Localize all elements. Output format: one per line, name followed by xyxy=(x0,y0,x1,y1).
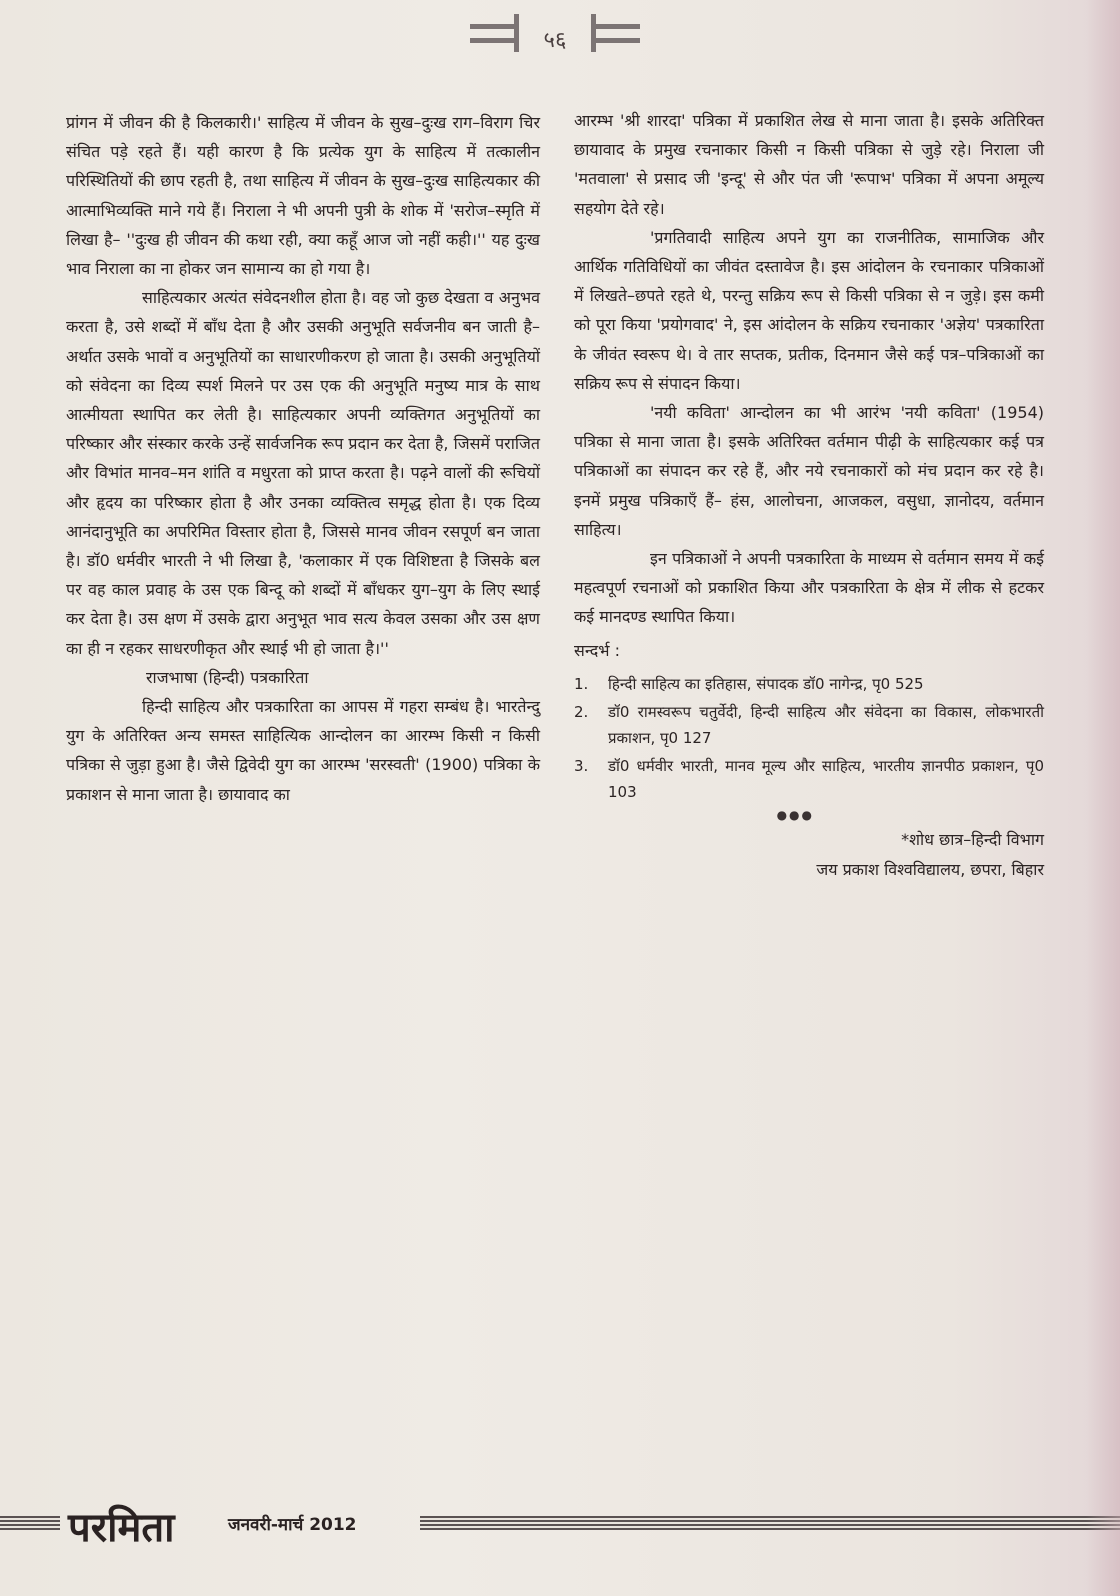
page-spine-shadow xyxy=(1086,0,1120,1596)
footer-stripe xyxy=(0,1516,60,1530)
paragraph: 'नयी कविता' आन्दोलन का भी आरंभ 'नयी कविता' (1954) पत्रिका से माना जाता है। इसके अतिरिक्त वर्तमान पीढ़ी के साहित्यकार कई पत्र पत्रिकाओं का संपादन कर रहे हैं, और नये रचनाकारों को मंच प्रदान कर रहे है। इनमें प्रमुख पत्रिकाएँ हैं– हंस, आलोचना, आजकल, वसुधा, ज्ञानोदय, वर्तमान साहित्य। xyxy=(574,403,1044,539)
paragraph: इन पत्रिकाओं ने अपनी पत्रकारिता के माध्यम से वर्तमान समय में कई महत्वपूर्ण रचनाओं को प्रकाशित किया और पत्रकारिता के क्षेत्र में लीक से हटकर कई मानदण्ड स्थापित किया। xyxy=(574,549,1044,627)
page-footer xyxy=(0,1498,1120,1578)
reference-number: 3. xyxy=(574,756,589,775)
magazine-brand: परमिता xyxy=(68,1505,175,1551)
issue-date: जनवरी-मार्च 2012 xyxy=(228,1515,357,1535)
references-label: सन्दर्भ : xyxy=(574,640,620,660)
reference-text: डॉ0 धर्मवीर भारती, मानव मूल्य और साहित्य, भारतीय ज्ञानपीठ प्रकाशन, पृ0 103 xyxy=(608,756,1044,801)
reference-text: डॉ0 रामस्वरूप चतुर्वेदी, हिन्दी साहित्य और संवेदना का विकास, लोकभारती प्रकाशन, पृ0 127 xyxy=(608,702,1044,747)
paragraph: प्रांगन में जीवन की है किलकारी।' साहित्य में जीवन के सुख–दुःख राग–विराग चिर संचित पड़े रहते हैं। यही कारण है कि प्रत्येक युग के साहित्य में तत्कालीन परिस्थितियों की छाप रहती है, तथा साहित्य में जीवन के सुख–दुःख साहित्यकार की आत्माभिव्यक्ति माने गये हैं। निराला ने भी अपनी पुत्री के शोक में 'सरोज–स्मृति में लिखा है– ''दुःख ही जीवन की कथा रही, क्या कहूँ आज जो नहीं कही।'' यह दुःख भाव निराला का ना होकर जन सामान्य का हो गया है। xyxy=(66,113,540,279)
separator-dots: ●●● xyxy=(776,807,814,822)
paragraph: आरम्भ 'श्री शारदा' पत्रिका में प्रकाशित लेख से माना जाता है। इसके अतिरिक्त छायावाद के प्रमुख रचनाकार किसी न किसी पत्रिका से जुड़े रहे। निराला जी 'मतवाला' से प्रसाद जी 'इन्दू' से और पंत जी 'रूपाभ' पत्रिका में अपना अमूल्य सहयोग देते रहे। xyxy=(574,111,1044,218)
section-heading: राजभाषा (हिन्दी) पत्रकारिता xyxy=(146,667,309,687)
paragraph: 'प्रगतिवादी साहित्य अपने युग का राजनीतिक, सामाजिक और आर्थिक गतिविधियों का जीवंत दस्तावेज है। इस आंदोलन के रचनाकार पत्रिकाओं में लिखते–छपते रहते थे, परन्तु सक्रिय रूप से किसी पत्रिका से न जुड़े। इस कमी को पूरा किया 'प्रयोगवाद' ने, इस आंदोलन के सक्रिय रचनाकार 'अज्ञेय' पत्रकारिता के जीवंत स्वरूप थे। वे तार सप्तक, प्रतीक, दिनमान जैसे कई पत्र–पत्रिकाओं का सक्रिय रूप से संपादन किया। xyxy=(574,227,1044,393)
reference-item xyxy=(574,753,1044,805)
reference-item xyxy=(574,699,1044,751)
paragraph: साहित्यकार अत्यंत संवेदनशील होता है। वह जो कुछ देखता व अनुभव करता है, उसे शब्दों में बाँध देता है और उसकी अनुभूति सर्वजनीव बन जाती है– अर्थात उसके भावों व अनुभूतियों का साधारणीकरण हो जाता है। उसकी अनुभूतियों को संवेदना का दिव्य स्पर्श मिलने पर उस एक की अनुभूति मनुष्य मात्र के साथ आत्मीयता स्थापित कर लेती है। साहित्यकार अपनी व्यक्तिगत अनुभूतियों का परिष्कार और संस्कार करके उन्हें सार्वजनिक रूप प्रदान कर देता है, जिसमें पराजित और विभांत मानव–मन शांति व मधुरता को प्राप्त करता है। पढ़ने वालों की रूचियों और हृदय का परिष्कार होता है और उनका व्यक्तित्व समृद्ध होता है। एक दिव्य आनंदानुभूति का अपरिमित विस्तार होता है, जिससे मानव जीवन रसपूर्ण बन जाता है। डॉ0 धर्मवीर भारती ने भी लिखा है, 'कलाकार में एक विशिष्टता है जिसके बल पर वह काल प्रवाह के उस एक बिन्दू को शब्दों में बाँधकर युग–युग के लिए स्थाई कर देता है। उस क्षण में उसके द्वारा अनुभूत भाव सत्य केवल उसका और उस क्षण का ही न रहकर साधरणीकृत और स्थाई भी हो जाता है।'' xyxy=(66,288,540,658)
page-number: ५६ xyxy=(543,28,567,53)
left-column xyxy=(66,108,540,809)
paragraph: हिन्दी साहित्य और पत्रकारिता का आपस में गहरा सम्बंध है। भारतेन्दु युग के अतिरिक्त अन्य समस्त साहित्यिक आन्दोलन का आरम्भ किसी न किसी पत्रिका से जुड़ा हुआ है। जैसे द्विवेदी युग का आरम्भ 'सरस्वती' (1900) पत्रिका के प्रकाशन से माना जाता है। छायावाद का xyxy=(66,697,540,804)
author-affiliation-line1: *शोध छात्र–हिन्दी विभाग xyxy=(901,829,1044,849)
right-column xyxy=(574,106,1044,885)
footer-stripe xyxy=(420,1516,1120,1530)
references-list xyxy=(574,671,1044,805)
page-header xyxy=(470,14,640,58)
reference-item xyxy=(574,671,1044,697)
reference-number: 2. xyxy=(574,702,589,721)
reference-number: 1. xyxy=(574,674,589,693)
author-affiliation-line2: जय प्रकाश विश्वविद्यालय, छपरा, बिहार xyxy=(816,859,1044,879)
reference-text: हिन्दी साहित्य का इतिहास, संपादक डॉ0 नागेन्द्र, पृ0 525 xyxy=(608,674,924,693)
